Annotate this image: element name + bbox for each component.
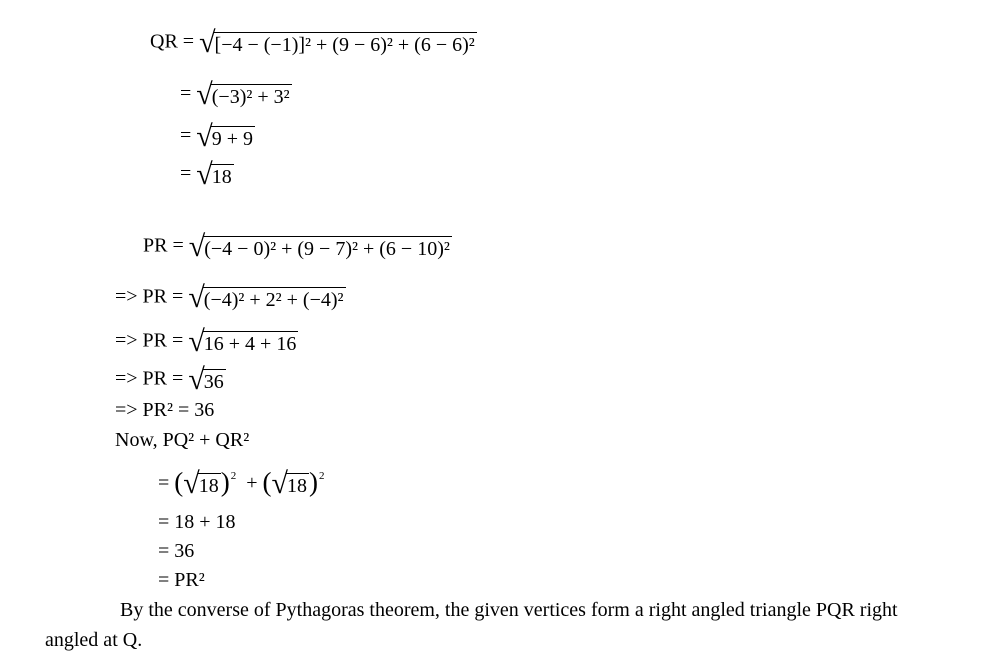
qr-formula-line — [150, 28, 477, 58]
pr-radical — [189, 232, 452, 262]
radical-sign-icon: √ — [196, 158, 213, 191]
open-paren: ( — [174, 467, 184, 497]
check-step-4: = PR² — [158, 569, 205, 591]
exponent-two: 2 — [230, 469, 237, 482]
radical-sign-icon: √ — [196, 78, 213, 111]
conclusion-line-1: By the converse of Pythagoras theorem, the given vertices form a right angled triangle PQR right — [120, 599, 898, 621]
pr-step-1 — [115, 283, 346, 313]
qr-radicand: [−4 − (−1)]² + (9 − 6)² + (6 − 6)² — [214, 33, 475, 56]
pr-step1-radical — [188, 283, 345, 313]
qr-step3-radicand: 18 — [211, 165, 232, 188]
open-paren: ( — [262, 467, 272, 497]
check-radical-2 — [272, 469, 309, 499]
step-prefix: => PR = — [115, 285, 189, 308]
check-step-1 — [158, 469, 325, 499]
radical-sign-icon: √ — [188, 325, 205, 358]
qr-step-2 — [180, 122, 255, 152]
radical-sign-icon: √ — [188, 281, 205, 314]
step-prefix: => PR = — [115, 329, 189, 352]
check-radical-1 — [183, 469, 220, 499]
check-step-2: = 18 + 18 — [158, 511, 236, 533]
conclusion-line-2: angled at Q. — [45, 629, 143, 651]
radical-sign-icon: √ — [188, 363, 205, 396]
exponent-two: 2 — [319, 469, 325, 482]
pr-step3-radicand: 36 — [203, 370, 224, 393]
qr-step-1 — [180, 80, 292, 110]
qr-label: QR = — [150, 30, 200, 53]
check-step-3: = 36 — [158, 540, 195, 562]
pr-squared-line: => PR² = 36 — [115, 399, 215, 421]
qr-step-3 — [180, 160, 234, 190]
check-radicand-2: 18 — [287, 474, 307, 497]
radical-sign-icon: √ — [271, 467, 288, 501]
step-prefix: = — [180, 82, 197, 105]
qr-step2-radicand: 9 + 9 — [211, 127, 254, 150]
pr-label: PR = — [143, 234, 189, 257]
pr-step1-radicand: (−4)² + 2² + (−4)² — [203, 288, 344, 311]
qr-radical — [199, 28, 477, 58]
pr-step3-radical — [188, 365, 225, 395]
step-prefix: = — [180, 124, 197, 147]
close-paren: ) — [309, 467, 318, 497]
radical-sign-icon: √ — [199, 26, 216, 59]
close-paren: ) — [220, 467, 230, 497]
now-line: Now, PQ² + QR² — [115, 429, 250, 451]
step-prefix: => PR = — [115, 367, 189, 390]
radical-sign-icon: √ — [196, 120, 213, 153]
qr-step3-radical — [196, 160, 233, 190]
pr-step2-radicand: 16 + 4 + 16 — [203, 332, 297, 355]
step-prefix: = — [158, 472, 175, 494]
step-prefix: = — [180, 162, 197, 185]
pr-step-2 — [115, 327, 298, 357]
pr-formula-line — [143, 232, 452, 262]
radical-sign-icon: √ — [183, 467, 200, 501]
pr-step-3 — [115, 365, 226, 395]
pr-step2-radical — [188, 327, 298, 357]
radical-sign-icon: √ — [188, 230, 206, 263]
check-radicand-1: 18 — [198, 474, 219, 497]
qr-step2-radical — [196, 122, 255, 152]
qr-step1-radicand: (−3)² + 3² — [211, 85, 290, 108]
qr-step1-radical — [196, 80, 291, 110]
pr-radicand: (−4 − 0)² + (9 − 7)² + (6 − 10)² — [204, 237, 450, 260]
plus-sign: + — [241, 472, 263, 494]
